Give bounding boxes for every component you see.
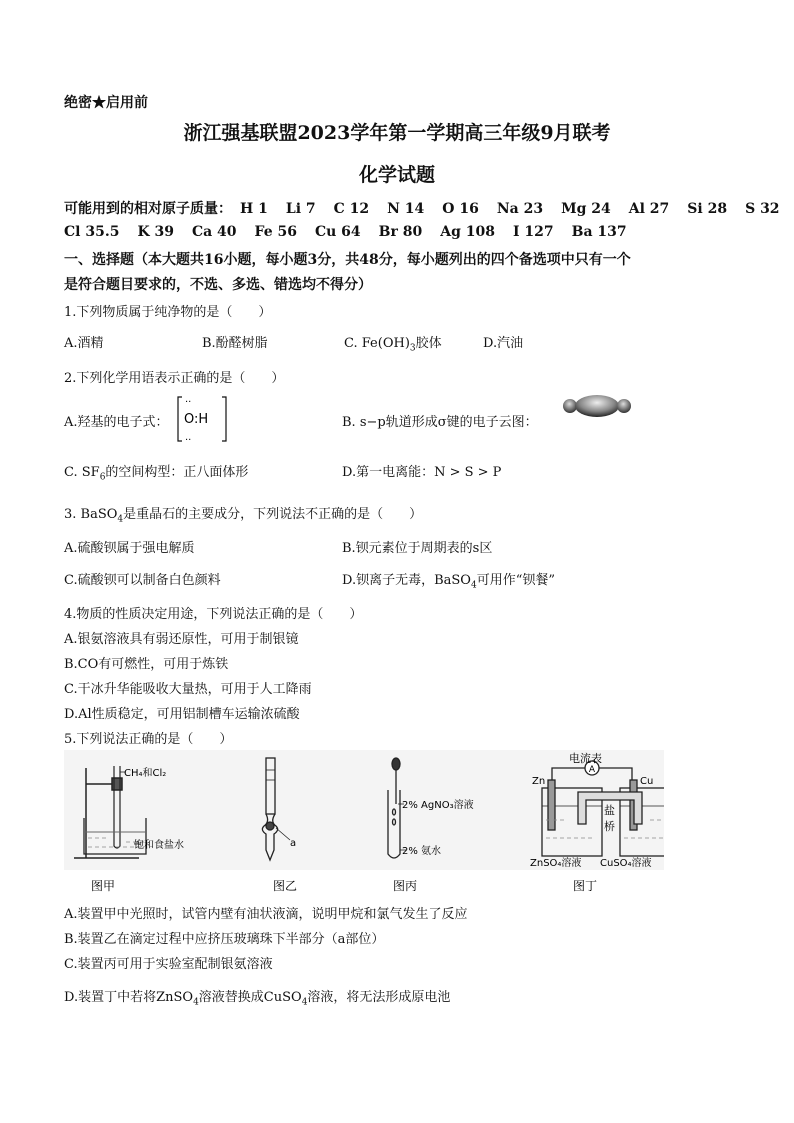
q1-stem: 1.下列物质属于纯净物的是（ ） [64,305,272,320]
mass-item: I 127 [513,224,554,240]
q2-stem: 2.下列化学用语表示正确的是（ ） [64,371,285,386]
q4-option-b: B.CO有可燃性，可用于炼铁 [64,657,229,672]
label-a: a [290,838,297,849]
caption-jia: 图甲 [91,879,116,893]
q5-option-b: B.装置乙在滴定过程中应挤压玻璃珠下半部分（a部位） [64,932,385,947]
q5-figures [64,750,664,898]
svg-text:··: ·· [185,397,192,408]
q3-option-d [342,569,555,591]
mass-item: Ca 40 [191,224,237,240]
mass-item: Al 27 [628,201,670,217]
label-ammeter: 电流表 [569,752,602,765]
q1-option-c [344,332,442,354]
q1-c-sub: 3 [409,343,416,354]
mass-item: Mg 24 [561,201,611,217]
mass-item: Fe 56 [254,224,297,240]
q5-option-d [64,986,450,1008]
subject-title: 化学试题 [358,164,435,186]
mass-item: Na 23 [496,201,544,217]
label-ch4-cl2: CH₄和Cl₂ [124,768,167,779]
masses-row2 [64,224,627,240]
q4-option-c: C.干冰升华能吸收大量热，可用于人工降雨 [64,682,312,697]
q3-stem [64,503,422,525]
section-heading-1: 一、选择题（本大题共16小题，每小题3分，共48分，每小题列出的四个备选项中只有一个 [64,252,631,268]
q5-d-text-1: D.装置丁中若将ZnSO [64,990,194,1005]
mass-item: Ag 108 [440,224,495,240]
q1-option-b: B.酚醛树脂 [202,336,268,351]
label-znso4: ZnSO₄溶液 [530,858,582,869]
ammeter-symbol: A [588,765,596,775]
section-heading-2: 是符合题目要求的，不选、多选、错选均不得分） [64,277,372,293]
label-cuso4: CuSO₄溶液 [600,858,652,869]
q3-d-text-2: 可用作“钡餐” [476,573,555,588]
q3-d-text: D.钡离子无毒，BaSO [342,573,471,588]
caption-ding: 图丁 [573,879,598,893]
q5-d-text-3: 溶液，将无法形成原电池 [307,990,451,1005]
q3-option-b: B.钡元素位于周期表的s区 [342,541,493,556]
mass-item: Cu 64 [314,224,361,240]
label-ammonia: 2% 氨水 [402,846,442,857]
q2-option-c [64,461,248,483]
q2-c-text: 的空间构型：正八面体形 [105,465,249,480]
q2-c-sub: 6 [99,472,106,483]
label-agno3: 2% AgNO₃溶液 [402,800,474,811]
mass-item: Ba 137 [571,224,627,240]
q1-c-text: 胶体 [415,336,442,351]
mass-item: N 14 [387,201,425,217]
q5-option-c: C.装置丙可用于实验室配制银氨溶液 [64,957,273,972]
caption-bing: 图丙 [393,879,418,893]
exam-title: 浙江强基联盟2023学年第一学期高三年级9月联考 [183,122,611,144]
q5-d-sub-2: 4 [301,997,308,1008]
q5-option-a: A.装置甲中光照时，试管内壁有油状液滴，说明甲烷和氯气发生了反应 [64,907,468,922]
q1-option-d: D.汽油 [483,336,524,351]
q4-stem: 4.物质的性质决定用途，下列说法正确的是（ ） [64,607,363,622]
label-salt-bridge-1: 盐 [604,804,615,817]
q1-c-formula: C. Fe(OH) [344,336,410,351]
label-zn: Zn [532,776,546,787]
caption-yi: 图乙 [273,879,298,893]
mass-item: S 32 [745,201,780,217]
q5-d-sub-1: 4 [193,997,199,1008]
q2-option-a: A.羟基的电子式： [64,415,169,430]
svg-text:··: ·· [185,435,192,445]
mass-item: C 12 [333,201,370,217]
q2-option-d: D.第一电离能：N > S > P [342,465,502,480]
q4-option-a: A.银氨溶液具有弱还原性，可用于制银镜 [64,632,299,647]
q5-d-text-2: 溶液替换成CuSO [198,990,302,1005]
mass-item: Si 28 [687,201,728,217]
q2-c-formula: C. SF [64,465,100,480]
mass-item: Li 7 [285,201,316,217]
label-salt-bridge-2: 桥 [604,820,615,833]
mass-item: K 39 [137,224,174,240]
q3-option-c: C.硫酸钡可以制备白色颜料 [64,573,221,588]
mass-item: Cl 35.5 [64,224,120,240]
mass-item: Br 80 [378,224,423,240]
sp-sigma-orbital-image [560,393,634,419]
mass-item: O 16 [442,201,479,217]
secret-label: 绝密★启用前 [64,95,148,111]
q3-stem-text: 是重晶石的主要成分，下列说法不正确的是（ ） [123,507,423,522]
hydroxyl-lewis-structure [176,393,230,445]
masses-label: 可能用到的相对原子质量： [64,201,232,217]
q5-stem: 5.下列说法正确的是（ ） [64,732,233,747]
q2-option-b: B. s−p轨道形成σ键的电子云图： [342,415,538,430]
masses-row1 [64,198,780,218]
q3-d-sub: 4 [470,580,477,591]
hydroxyl-formula: O:H [184,412,209,427]
q1-option-a: A.酒精 [64,336,104,351]
mass-item: H 1 [240,201,268,217]
q3-option-a: A.硫酸钡属于强电解质 [64,541,195,556]
q4-option-d: D.Al性质稳定，可用铝制槽车运输浓硫酸 [64,707,300,722]
label-cu: Cu [640,776,654,787]
q3-stem-sub: 4 [117,514,124,525]
label-brine: 饱和食盐水 [134,840,184,851]
q3-stem-formula: 3. BaSO [64,507,118,522]
